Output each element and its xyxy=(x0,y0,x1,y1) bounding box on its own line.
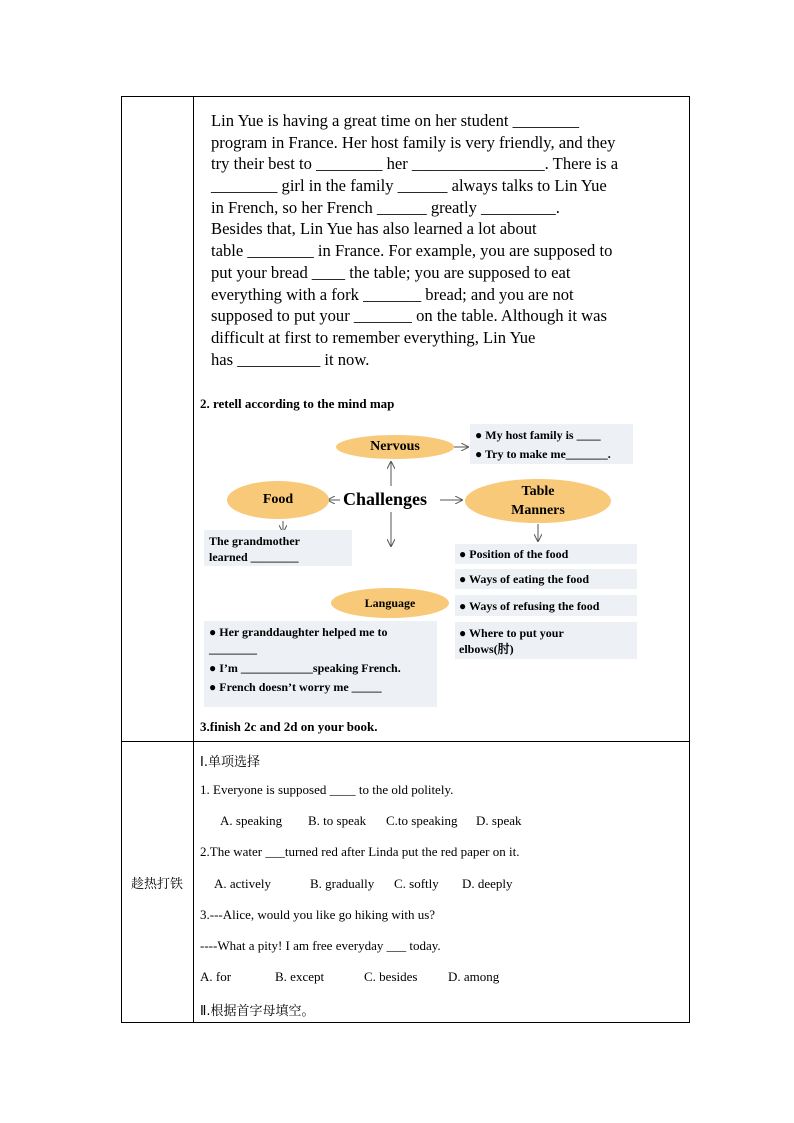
passage-line: try their best to ________ her ________________. There is a xyxy=(211,154,619,174)
nervous-box-line: ● Try to make me_______. xyxy=(475,447,611,461)
question-1: 1. Everyone is supposed ____ to the old politely. xyxy=(200,782,454,797)
node-language xyxy=(331,588,449,618)
column-divider xyxy=(193,96,194,1023)
q3-option: C. besides xyxy=(364,969,418,984)
node-challenges: Challenges xyxy=(343,489,428,509)
q3-option: A. for xyxy=(200,969,232,984)
nervous-box-line: ● My host family is ____ xyxy=(475,428,601,442)
node-nervous-label: Nervous xyxy=(370,439,420,454)
q2-option: A. actively xyxy=(214,876,272,891)
q3-option: D. among xyxy=(448,969,500,984)
node-food-label: Food xyxy=(262,492,294,507)
table-item xyxy=(455,622,637,659)
table-item-text: elbows(肘) xyxy=(459,642,514,656)
part-1-title: Ⅰ.单项选择 xyxy=(200,755,260,770)
node-table-manners xyxy=(465,479,611,523)
language-box-line: ● French doesn’t worry me _____ xyxy=(209,680,382,694)
language-box-line: ________ xyxy=(209,642,257,656)
passage-line: everything with a fork _______ bread; and you are not xyxy=(211,284,574,304)
passage-line: Lin Yue is having a great time on her student ________ xyxy=(211,111,580,130)
node-table-manners-label: Manners xyxy=(511,503,565,518)
passage-line: table ________ in France. For example, you are supposed to xyxy=(211,241,613,261)
table-item xyxy=(455,569,637,589)
food-box-line: The grandmother xyxy=(209,534,300,548)
node-table-manners-label: Table xyxy=(521,484,555,499)
nervous-box xyxy=(470,424,633,464)
table-item xyxy=(455,595,637,616)
node-food xyxy=(227,481,329,519)
language-box-line: ● Her granddaughter helped me to xyxy=(209,625,388,639)
table-item-text: ● Position of the food xyxy=(459,547,569,561)
section-2-heading: 2. retell according to the mind map xyxy=(200,396,395,411)
passage-line: has __________ it now. xyxy=(211,349,370,369)
language-box xyxy=(204,621,437,707)
passage-line: supposed to put your _______ on the table. Although it was xyxy=(211,306,607,326)
cloze-passage xyxy=(211,110,661,370)
passage-line: in French, so her French ______ greatly _________. xyxy=(211,197,560,217)
q1-option: C.to speaking xyxy=(386,813,458,828)
passage-line: difficult at first to remember everything, Lin Yue xyxy=(211,327,536,347)
question-3-reply: ----What a pity! I am free everyday ___ today. xyxy=(200,938,441,953)
question-2: 2.The water ___turned red after Linda put the red paper on it. xyxy=(200,844,520,859)
table-item xyxy=(455,544,637,564)
passage-line: Besides that, Lin Yue has also learned a lot about xyxy=(211,219,537,239)
q1-option: A. speaking xyxy=(220,813,283,828)
part-2-title: Ⅱ.根据首字母填空。 xyxy=(200,1004,315,1019)
table-item-text: ● Where to put your xyxy=(459,626,564,640)
food-box-line: learned ________ xyxy=(209,550,299,564)
row-divider xyxy=(121,741,690,742)
table-item-text: ● Ways of refusing the food xyxy=(459,599,600,613)
q3-option: B. except xyxy=(275,969,325,984)
q1-option: B. to speak xyxy=(308,813,367,828)
food-box xyxy=(204,530,352,566)
q2-option: D. deeply xyxy=(462,876,513,891)
node-nervous xyxy=(336,435,454,459)
node-language-label: Language xyxy=(364,595,416,610)
passage-line: program in France. Her host family is very friendly, and they xyxy=(211,132,616,152)
table-item-text: ● Ways of eating the food xyxy=(459,572,590,586)
language-box-line: ● I’m ____________speaking French. xyxy=(209,661,401,675)
passage-line: ________ girl in the family ______ always talks to Lin Yue xyxy=(211,176,607,196)
q2-option: B. gradually xyxy=(310,876,375,891)
passage-line: put your bread ____ the table; you are supposed to eat xyxy=(211,262,571,282)
side-label: 趁热打铁 xyxy=(130,877,183,892)
section-3-heading: 3.finish 2c and 2d on your book. xyxy=(200,719,378,734)
q1-option: D. speak xyxy=(476,813,522,828)
q2-option: C. softly xyxy=(394,876,439,891)
question-3: 3.---Alice, would you like go hiking with us? xyxy=(200,907,436,922)
